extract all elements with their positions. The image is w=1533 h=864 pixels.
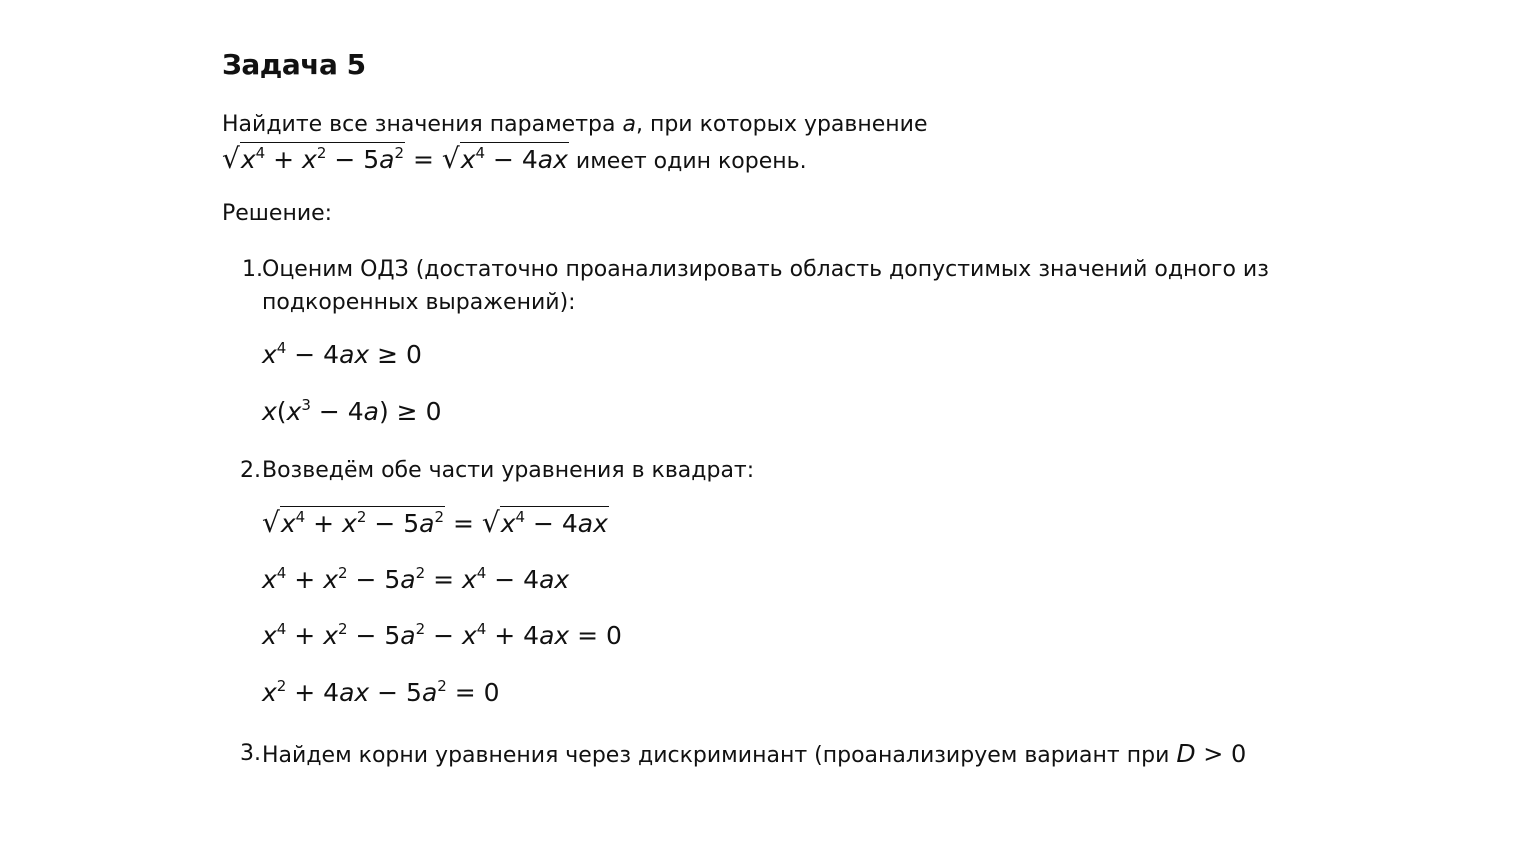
- squared-equation-2: $x^4 + x^2 - 5a^2 - x^4 + 4ax = 0$: [262, 620, 622, 650]
- step-1-number: 1.: [242, 257, 263, 282]
- main-equation: $√x^4 + x^2 - 5a^2 = √x^4 - 4ax$ имеет один корень.: [222, 142, 807, 175]
- solution-label: Решение:: [222, 201, 333, 226]
- discriminant-variable: D: [1176, 739, 1196, 768]
- step-1-text-line1: Оценим ОДЗ (достаточно проанализировать область допустимых значений одного из: [262, 257, 1269, 282]
- step-3-text: [262, 739, 1246, 771]
- problem-text-suffix: , при которых уравнение: [635, 112, 928, 137]
- squared-equation-1: $x^4 + x^2 - 5a^2 = x^4 - 4ax$: [262, 564, 570, 594]
- odz-inequality-2: $x(x^3 - 4a) \ge 0$: [262, 396, 442, 426]
- odz-inequality-1: $x^4 - 4ax \ge 0$: [262, 339, 422, 369]
- parameter-variable: a: [622, 112, 636, 137]
- problem-statement-line1: [222, 110, 928, 140]
- problem-text-end: имеет один корень.: [568, 149, 807, 174]
- problem-text: Найдите все значения параметра: [222, 112, 623, 137]
- squared-equation-0: $√x^4 + x^2 - 5a^2 = √x^4 - 4ax$: [262, 506, 608, 539]
- squared-equation-3: $x^2 + 4ax - 5a^2 = 0$: [262, 677, 500, 707]
- step-1-text-line2: подкоренных выражений):: [262, 290, 576, 315]
- step-2-number: 2.: [240, 458, 261, 483]
- step-2-text: Возведём обе части уравнения в квадрат:: [262, 458, 755, 483]
- sqrt-right: $√x^4 - 4ax$: [441, 142, 568, 175]
- page-title: Задача 5: [222, 48, 366, 81]
- discriminant-condition: > 0: [1195, 740, 1247, 768]
- step-3-text-body: Найдем корни уравнения через дискриминант (проанализируем вариант при: [262, 743, 1177, 768]
- step-3-number: 3.: [240, 741, 261, 766]
- sqrt-left: $√x^4 + x^2 - 5a^2$: [222, 142, 404, 175]
